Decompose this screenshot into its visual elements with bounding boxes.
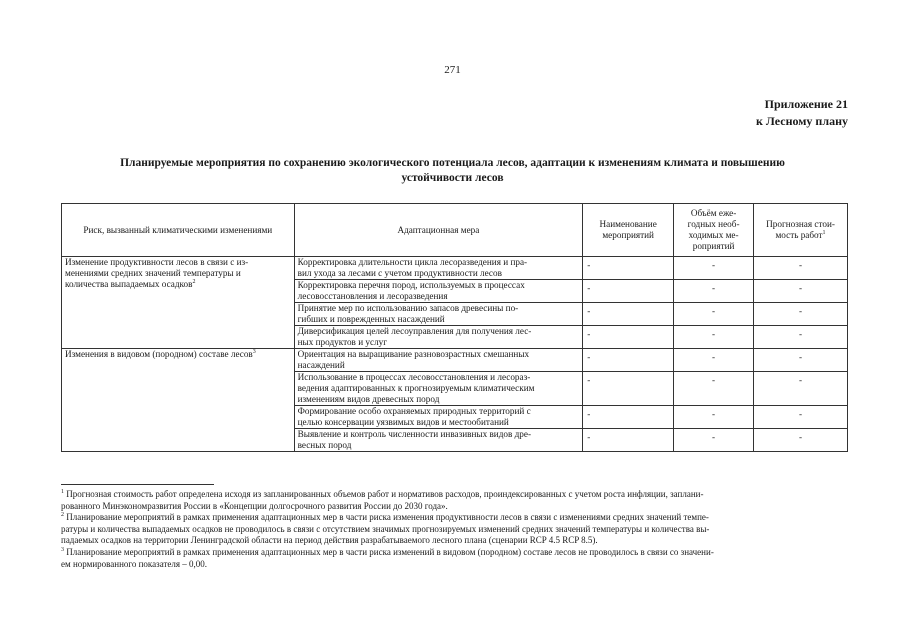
measure-line: Формирование особо охраняемых природных территорий с <box>297 406 531 416</box>
appendix-line-2: к Лесному плану <box>756 114 848 128</box>
measure-line: Выявление и контроль численности инвазивных видов дре- <box>297 429 532 439</box>
footnote-ref: 2 <box>192 278 196 285</box>
cost-cell: - <box>754 406 848 429</box>
volume-cell: - <box>674 326 754 349</box>
measure-line: Корректировка перечня пород, используемых в процессах <box>297 280 525 290</box>
cost-cell: - <box>754 326 848 349</box>
footnote-2-cont: ратуры и количества выпадаемых осадков не проводилось в связи с отсутствием значимых прогнозируемых изменений средних значений температуры и количества вы- <box>61 523 710 534</box>
measure-line: весных пород <box>297 440 352 450</box>
measure-cell <box>294 280 583 303</box>
measure-line: ных продуктов и услуг <box>297 337 388 347</box>
footnote-1 <box>61 489 848 501</box>
risk-cell-1 <box>62 257 295 349</box>
header-cost <box>754 204 848 257</box>
risk-cell-2 <box>62 349 295 452</box>
cost-cell: - <box>754 303 848 326</box>
name-cell: - <box>583 349 674 372</box>
measure-line: насаждений <box>297 360 345 370</box>
title-line-2: устойчивости лесов <box>401 172 504 184</box>
cost-cell: - <box>754 372 848 406</box>
footnote-marker: 2 <box>61 512 64 519</box>
name-cell: - <box>583 406 674 429</box>
measure-cell <box>294 372 583 406</box>
volume-cell: - <box>674 372 754 406</box>
measure-line: изменениям видов древесных пород <box>297 394 440 404</box>
table-row <box>62 349 848 372</box>
measure-line: Принятие мер по использованию запасов древесины по- <box>297 303 519 313</box>
volume-cell: - <box>674 429 754 452</box>
header-cost-l1: Прогнозная стои- <box>766 219 835 229</box>
header-cost-l2 <box>757 230 844 241</box>
measure-cell <box>294 257 583 280</box>
footnote-text: Планирование мероприятий в рамках применения адаптационных мер в части риска изменений в видовом (породном) составе лесов не проводилось в связи со значени- <box>66 546 714 557</box>
volume-cell: - <box>674 406 754 429</box>
measure-cell <box>294 326 583 349</box>
footnote-marker: 3 <box>61 546 64 553</box>
cost-cell: - <box>754 349 848 372</box>
name-cell: - <box>583 257 674 280</box>
footnote-1-cont: рованного Минэкономразвития России в «Концепции долгосрочного развития России до 2030 года». <box>61 500 448 511</box>
name-cell: - <box>583 429 674 452</box>
cost-cell: - <box>754 429 848 452</box>
header-name-l2: мероприятий <box>602 230 654 240</box>
footnote-3-cont: ем нормированного показателя – 0,00. <box>61 558 208 569</box>
header-name <box>583 204 674 257</box>
name-cell: - <box>583 372 674 406</box>
measure-line: вил ухода за лесами с учетом продуктивности лесов <box>297 268 502 278</box>
header-volume-l4: роприятий <box>692 241 735 251</box>
risk-1-l2: менениями средних значений температуры и <box>65 268 241 278</box>
name-cell: - <box>583 303 674 326</box>
measure-line: Использование в процессах лесовосстановления и лесораз- <box>297 372 531 382</box>
measure-cell <box>294 349 583 372</box>
header-volume-l1: Объём еже- <box>690 208 737 218</box>
footnote-marker: 1 <box>61 489 64 495</box>
appendix-label <box>756 96 848 130</box>
measure-line: Корректировка длительности цикла лесоразведения и пра- <box>297 257 528 267</box>
measure-line: гибших и поврежденных насаждений <box>297 314 445 324</box>
measures-table <box>61 203 848 452</box>
footnote-text: Планирование мероприятий в рамках применения адаптационных мер в части риска изменения продуктивности лесов в связи с изменениями средних значений темпе- <box>66 512 709 523</box>
measure-line: лесовосстановления и лесоразведения <box>297 291 448 301</box>
header-volume-l2: годных необ- <box>687 219 740 229</box>
measure-cell <box>294 429 583 452</box>
header-volume <box>674 204 754 257</box>
volume-cell: - <box>674 257 754 280</box>
table-header-row <box>62 204 848 257</box>
title-line-1: Планируемые мероприятия по сохранению экологического потенциала лесов, адаптации к изменениям климата и повышению <box>120 157 785 169</box>
document-title <box>60 156 845 186</box>
measure-cell <box>294 406 583 429</box>
cost-cell: - <box>754 257 848 280</box>
volume-cell: - <box>674 349 754 372</box>
footnote-text: Прогнозная стоимость работ определена исходя из запланированных объемов работ и нормативов расходов, проиндексированных с учетом роста инфляции, заплани- <box>66 489 704 499</box>
header-volume-l3: ходимых ме- <box>688 230 739 240</box>
header-measure: Адаптационная мера <box>294 204 583 257</box>
appendix-line-1: Приложение 21 <box>764 97 848 111</box>
volume-cell: - <box>674 303 754 326</box>
name-cell: - <box>583 326 674 349</box>
risk-1-l3-text: количества выпадаемых осадков <box>65 279 193 289</box>
cost-cell: - <box>754 280 848 303</box>
footnote-2-cont: падаемых осадков на территории Ленинградской области на период действия разрабатываемого лесного плана (сценарии RCP 4.5 RCP 8.5). <box>61 535 598 546</box>
name-cell: - <box>583 280 674 303</box>
measure-line: Ориентация на выращивание разновозрастных смешанных <box>297 349 530 359</box>
header-risk: Риск, вызванный климатическими изменениями <box>62 204 295 257</box>
measure-line: целью консервации уязвимых видов и местообитаний <box>297 417 509 427</box>
footnote-ref: 1 <box>822 229 826 236</box>
measure-line: Диверсификация целей лесоуправления для получения лес- <box>297 326 532 336</box>
risk-2-l1 <box>65 349 291 360</box>
page-number: 271 <box>444 64 461 76</box>
risk-1-l1: Изменение продуктивности лесов в связи с из- <box>65 257 249 267</box>
footnote-3 <box>61 547 848 559</box>
measure-cell <box>294 303 583 326</box>
footnote-divider <box>61 484 214 485</box>
footnote-ref: 3 <box>252 348 256 355</box>
measure-line: ведения адаптированных к прогнозируемым климатическим <box>297 383 535 393</box>
table-row <box>62 257 848 280</box>
risk-2-text: Изменения в видовом (породном) составе лесов <box>65 349 253 359</box>
header-name-l1: Наименование <box>599 219 657 229</box>
header-cost-text: мость работ <box>775 230 823 240</box>
footnotes <box>61 489 848 570</box>
footnote-2 <box>61 512 848 524</box>
risk-1-l3 <box>65 279 291 290</box>
volume-cell: - <box>674 280 754 303</box>
